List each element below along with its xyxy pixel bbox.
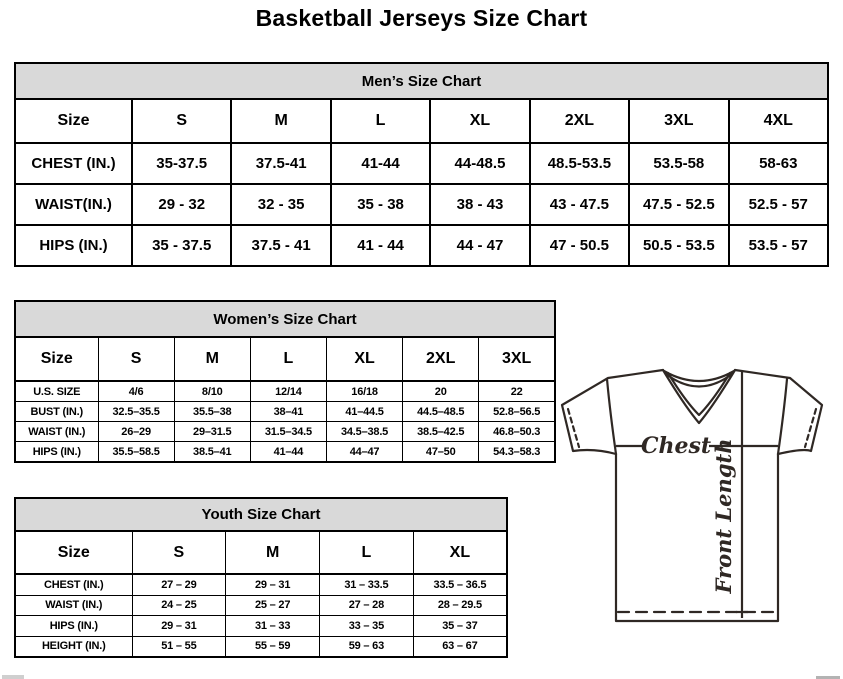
size-cell: 53.5 - 57 xyxy=(729,225,828,266)
size-cell: 44-48.5 xyxy=(430,143,529,184)
column-header: L xyxy=(250,337,326,381)
size-cell: 44.5–48.5 xyxy=(403,402,479,422)
size-cell: 44–47 xyxy=(326,442,402,463)
size-cell: 37.5-41 xyxy=(231,143,330,184)
size-cell: 22 xyxy=(479,381,555,402)
column-header: XL xyxy=(413,531,507,574)
size-cell: 28 – 29.5 xyxy=(413,595,507,616)
size-cell: 38 - 43 xyxy=(430,184,529,225)
size-cell: 38.5–42.5 xyxy=(403,422,479,442)
size-cell: 52.5 - 57 xyxy=(729,184,828,225)
size-cell: 33 – 35 xyxy=(320,616,414,637)
size-cell: 38.5–41 xyxy=(174,442,250,463)
bottom-edge-fragment-left xyxy=(2,675,24,679)
size-cell: 38–41 xyxy=(250,402,326,422)
size-cell: 29–31.5 xyxy=(174,422,250,442)
measurement-lines xyxy=(616,371,778,618)
row-label: HIPS (IN.) xyxy=(15,616,132,637)
column-header: XL xyxy=(430,99,529,143)
size-cell: 31.5–34.5 xyxy=(250,422,326,442)
size-cell: 35.5–38 xyxy=(174,402,250,422)
size-cell: 35 - 38 xyxy=(331,184,430,225)
row-label: HIPS (IN.) xyxy=(15,442,98,463)
column-header: S xyxy=(132,531,226,574)
size-cell: 4/6 xyxy=(98,381,174,402)
size-cell: 37.5 - 41 xyxy=(231,225,330,266)
size-cell: 12/14 xyxy=(250,381,326,402)
column-header: 2XL xyxy=(403,337,479,381)
table-title: Youth Size Chart xyxy=(15,498,507,531)
size-cell: 35-37.5 xyxy=(132,143,231,184)
row-label: WAIST(IN.) xyxy=(15,184,132,225)
column-header: S xyxy=(132,99,231,143)
row-label: CHEST (IN.) xyxy=(15,143,132,184)
size-cell: 41–44.5 xyxy=(326,402,402,422)
corner-header: Size xyxy=(15,99,132,143)
column-header: L xyxy=(320,531,414,574)
page-title: Basketball Jerseys Size Chart xyxy=(255,5,588,31)
size-cell: 44 - 47 xyxy=(430,225,529,266)
column-header: M xyxy=(231,99,330,143)
size-cell: 47 - 50.5 xyxy=(530,225,629,266)
size-cell: 35 - 37.5 xyxy=(132,225,231,266)
womens-size-table xyxy=(14,300,556,463)
size-cell: 27 – 29 xyxy=(132,574,226,595)
size-cell: 26–29 xyxy=(98,422,174,442)
row-label: HEIGHT (IN.) xyxy=(15,636,132,657)
size-cell: 34.5–38.5 xyxy=(326,422,402,442)
row-label: WAIST (IN.) xyxy=(15,422,98,442)
size-cell: 31 – 33.5 xyxy=(320,574,414,595)
size-cell: 35 – 37 xyxy=(413,616,507,637)
size-cell: 31 – 33 xyxy=(226,616,320,637)
column-header: L xyxy=(331,99,430,143)
size-cell: 32 - 35 xyxy=(231,184,330,225)
size-cell: 43 - 47.5 xyxy=(530,184,629,225)
column-header: 4XL xyxy=(729,99,828,143)
jersey-measurement-diagram xyxy=(555,364,829,626)
size-cell: 33.5 – 36.5 xyxy=(413,574,507,595)
size-cell: 29 – 31 xyxy=(226,574,320,595)
column-header: XL xyxy=(326,337,402,381)
size-cell: 29 - 32 xyxy=(132,184,231,225)
size-cell: 35.5–58.5 xyxy=(98,442,174,463)
size-cell: 48.5-53.5 xyxy=(530,143,629,184)
size-cell: 51 – 55 xyxy=(132,636,226,657)
corner-header: Size xyxy=(15,531,132,574)
size-cell: 59 – 63 xyxy=(320,636,414,657)
column-header: M xyxy=(174,337,250,381)
row-label: BUST (IN.) xyxy=(15,402,98,422)
size-cell: 54.3–58.3 xyxy=(479,442,555,463)
size-cell: 46.8–50.3 xyxy=(479,422,555,442)
column-header: M xyxy=(226,531,320,574)
corner-header: Size xyxy=(15,337,98,381)
size-cell: 16/18 xyxy=(326,381,402,402)
size-cell: 20 xyxy=(403,381,479,402)
size-cell: 47–50 xyxy=(403,442,479,463)
row-label: CHEST (IN.) xyxy=(15,574,132,595)
column-header: 2XL xyxy=(530,99,629,143)
size-cell: 29 – 31 xyxy=(132,616,226,637)
size-cell: 53.5-58 xyxy=(629,143,728,184)
mens-size-table xyxy=(14,62,829,267)
size-cell: 50.5 - 53.5 xyxy=(629,225,728,266)
row-label: U.S. SIZE xyxy=(15,381,98,402)
size-cell: 8/10 xyxy=(174,381,250,402)
jersey-outline xyxy=(562,370,822,621)
size-cell: 41-44 xyxy=(331,143,430,184)
size-cell: 41 - 44 xyxy=(331,225,430,266)
size-cell: 55 – 59 xyxy=(226,636,320,657)
size-cell: 41–44 xyxy=(250,442,326,463)
table-title: Men’s Size Chart xyxy=(15,63,828,99)
size-cell: 47.5 - 52.5 xyxy=(629,184,728,225)
youth-size-table xyxy=(14,497,508,658)
column-header: S xyxy=(98,337,174,381)
chest-label: Chest xyxy=(640,433,712,459)
size-cell: 27 – 28 xyxy=(320,595,414,616)
front-length-label: Front Length xyxy=(711,438,736,594)
row-label: HIPS (IN.) xyxy=(15,225,132,266)
size-cell: 52.8–56.5 xyxy=(479,402,555,422)
size-cell: 32.5–35.5 xyxy=(98,402,174,422)
table-title: Women’s Size Chart xyxy=(15,301,555,337)
size-cell: 58-63 xyxy=(729,143,828,184)
column-header: 3XL xyxy=(629,99,728,143)
row-label: WAIST (IN.) xyxy=(15,595,132,616)
size-cell: 63 – 67 xyxy=(413,636,507,657)
size-cell: 24 – 25 xyxy=(132,595,226,616)
column-header: 3XL xyxy=(479,337,555,381)
size-cell: 25 – 27 xyxy=(226,595,320,616)
